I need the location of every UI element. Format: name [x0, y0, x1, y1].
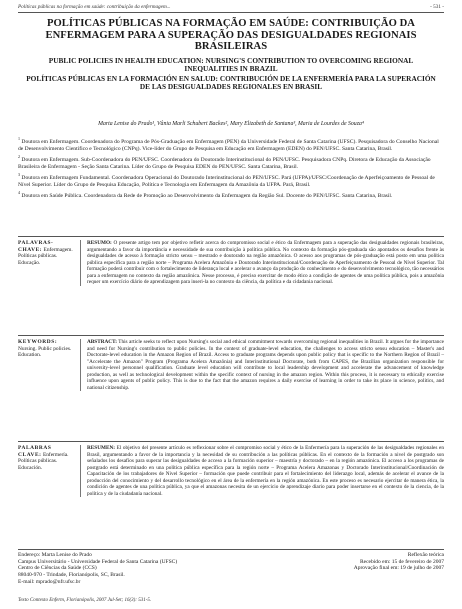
affiliation-text: Doutora em Enfermagem. Coordenadora do Programa de Pós-Graduação em Enfermagem (PEN) da Universidade Federal de Santa Catarina (UFSC). Pesquisadora do Conselho Nacional de Desenvolvimento Científico e Tecnológico (CNPq). Vice-líder do Grupo de Pesquisa em Educação em Enfermagem (EDEN) do PEN/UFSC. Santa Catarina, Brasil.	[18, 138, 439, 152]
keywords-values: Nursing. Public policies. Education.	[18, 345, 72, 359]
correspondence-address	[18, 552, 268, 586]
abstract-english	[18, 339, 444, 391]
keywords-values: Enfermería. Políticas públicas. Educación.	[18, 451, 69, 471]
affiliation-item	[18, 136, 444, 152]
keywords-block	[18, 339, 80, 391]
section-rule	[18, 236, 444, 237]
affiliation-number: 3	[18, 172, 20, 178]
page-number: - 531 -	[430, 4, 444, 10]
header-rule	[18, 12, 444, 13]
keywords-label: PALABRAS CLAVE:	[18, 445, 52, 458]
journal-citation: Texto Contexto Enferm, Florianópolis, 2007 Jul-Set; 16(3): 531-5.	[18, 598, 152, 603]
abstract-text	[80, 445, 444, 497]
approved-date: Aprovação final em: 19 de julho de 2007	[353, 565, 444, 572]
keywords-block	[18, 445, 80, 497]
author-list: Marta Lenise do Prado¹, Vânia Marli Schubert Backes², Mary Elizabeth de Santana³, Maria de Lourdes de Souza⁴	[98, 121, 364, 127]
title-spanish: POLÍTICAS PÚBLICAS EN LA FORMACIÓN EN SALUD: CONTRIBUCIÓN DE LA ENFERMERÍA PARA LA SUPERACIÓN DE LAS DESIGUALDADES REGIONALES EN BRASIL	[26, 74, 436, 92]
affiliation-item	[18, 190, 444, 200]
address-email: E-mail: mprado@nfr.ufsc.br	[18, 578, 81, 585]
affiliations	[18, 136, 444, 202]
section-rule	[18, 335, 444, 336]
abstract-body: This article seeks to reflect upon Nursing's social and ethical commitment towards overcoming regional inequalities in Brazil. It argues for the importance and need for Nursing's contribution to public policies. In the context of graduate-level education, the challenges to access stricto sensu education – Master's and Doctorate-level education in the Amazon Region of Brazil. Access to graduate programs depends upon public policy that is specific to the Northern Region of Brazil – "Accelerate the Amazon" Program (Programa Acelera Amazônia) and Interinstitutional Doctorate, both from CAPES, the Brazilian organization responsible for university-level personnel qualification. Graduate level education will contribute to local leadership development and accelerate the advancement of knowledge production, as well as technological development within the specific context of nursing in the amazon region. Within this process, it is necessary to ethically exercise influence upon agents of public policy. This is due to the fact that the amazon requires a daily exercise of learning in order to take its place in science, politics, and national citizenship.	[87, 339, 445, 391]
footer-rule	[18, 549, 444, 550]
section-rule	[18, 441, 444, 442]
address-line: Campus Universitário - Universidade Federal de Santa Catarina (UFSC)	[18, 558, 178, 565]
article-type: Reflexão teórica	[407, 552, 444, 558]
affiliation-text: Doutora em Saúde Pública. Coordenadora da Rede de Promoção ao Desenvolvimento da Enfermagem da Região Sul. Docente do PEN/UFSC. Santa Catarina, Brasil.	[21, 193, 393, 200]
affiliation-item	[18, 154, 444, 170]
abstract-portuguese	[18, 240, 444, 286]
abstract-body: O presente artigo tem por objetivo refletir acerca do compromisso social e ético da Enfermagem para a superação das desigualdades regionais brasileiras, argumentando a favor da importância e necessidade de sua contribuição à política pública. No contexto da formação pós-graduada são apontados os desafios frente às desigualdades de acesso à formação stricto sensu – mestrado e doutorado na região amazônica. O acesso aos programas de pós-graduação está posto em uma política pública específica para a região norte – Programa Acelera Amazônia e Doutorado Interinstitucional/Coordenação de Aperfeiçoamento de Pessoal de Nível Superior. Tal formação poderá contribuir com o fortalecimento de liderança local e acelerar o avanço da produção do conhecimento e do desenvolvimento tecnológico, tão necessários para a enfermagem no contexto da região amazônica. Nesse processo, é preciso exercitar de modo ético a condição de agentes de uma política pública, pois a amazônia requer um exercício diário de aprendizagem para inseri-la no contexto da ciência, da política e da cidadania nacional.	[87, 240, 445, 286]
received-date: Recebido em: 15 de fevereiro de 2007	[360, 558, 444, 565]
affiliation-number: 1	[18, 136, 20, 141]
abstract-label: ABSTRACT:	[87, 339, 117, 345]
keywords-values: Enfermagem. Políticas públicas. Educação.	[18, 246, 73, 266]
title-english: PUBLIC POLICIES IN HEALTH EDUCATION: NURSING'S CONTRIBUTION TO OVERCOMING REGIONAL INEQUALITIES IN BRAZIL	[48, 55, 414, 73]
address-line: Centro de Ciências da Saúde (CCS)	[18, 565, 97, 572]
affiliation-text: Doutora em Enfermagem. Sub-Coordenadora do PEN/UFSC. Coordenadora do Doutorado Interinstitucional do PEN/UFSC. Pesquisadora CNPq. Diretora de Educação da Associação Brasileira de Enfermagem - Seção Santa Catarina. Líder do Grupo de Pesquisa EDEN do PEN/UFSC. Santa Catarina, Brasil.	[18, 156, 431, 170]
abstract-label: RESUMO:	[87, 240, 112, 246]
running-head	[18, 4, 444, 10]
running-head-title: Políticas públicas na formação em saúde: contribuição da enfermagem...	[18, 4, 171, 10]
abstract-text	[80, 339, 444, 391]
abstract-spanish	[18, 445, 444, 497]
affiliation-item	[18, 172, 444, 188]
affiliation-number: 4	[18, 190, 20, 196]
keywords-block	[18, 240, 80, 286]
keywords-label: PALAVRAS-CHAVE:	[18, 240, 54, 253]
abstract-text	[80, 240, 444, 286]
affiliation-number: 2	[18, 154, 20, 160]
title-block	[22, 18, 440, 92]
submission-dates	[274, 552, 444, 572]
keywords-label: KEYWORDS:	[18, 339, 58, 345]
affiliation-text: Doutora em Enfermagem Fundamental. Coordenadora Operacional do Doutorado Interinstitucional do PEN/UFSC. Pará (UFPA)/UFSC/Coordenação de Aperfeiçoamento de Pessoal de Nível Superior. Líder do Grupo de Pesquisa Educação, Política e Tecnologia em Enfermagem da Amazônia da UFPA. Pará, Brasil.	[18, 174, 435, 188]
address-line: Endereço: Marta Lenise do Prado	[18, 552, 92, 558]
address-line: 88040-970 - Trindade, Florianópolis, SC, Brasil.	[18, 572, 125, 579]
abstract-body: El objetivo del presente artículo es reflexionar sobre el compromiso social y ético de la Enfermería para la superación de las desigualdades regionales en Brasil, argumentando a favor de la importancia y la necesidad de su contribución a las políticas públicas. En el contexto de la formación a nivel de postgrado son señalados los desafíos para superar las desigualdades de acceso a la formación superior – maestría y doctorado – en la región amazónica. El acceso a los programas de postgrado está determinado en una política pública específica para la región norte – Programa Acelera Amazonas y Doctorado Interinstitucional/Coordinación de Capacitación de los trabajadores de Nivel Superior – formación que puede contribuir para el fortalecimiento del liderazgo local, además de acelerar el avance de la producción del conocimiento y del desarrollo tecnológico en el área de la enfermería en la región amazónica. En este proceso es necesario ejercitar de manera ética, la condición de agentes de una política pública, ya que el amazonas necesita de un ejercicio de aprendizaje diario para poder insertarse en el contexto de la ciencia, de la política y de la ciudadanía nacional.	[87, 445, 444, 497]
abstract-label: RESUMEN:	[87, 445, 116, 451]
title-portuguese: POLÍTICAS PÚBLICAS NA FORMAÇÃO EM SAÚDE: CONTRIBUIÇÃO DA ENFERMAGEM PARA A SUPERAÇÃO DAS DESIGUALDADES REGIONAIS BRASILEIRAS	[45, 18, 417, 53]
